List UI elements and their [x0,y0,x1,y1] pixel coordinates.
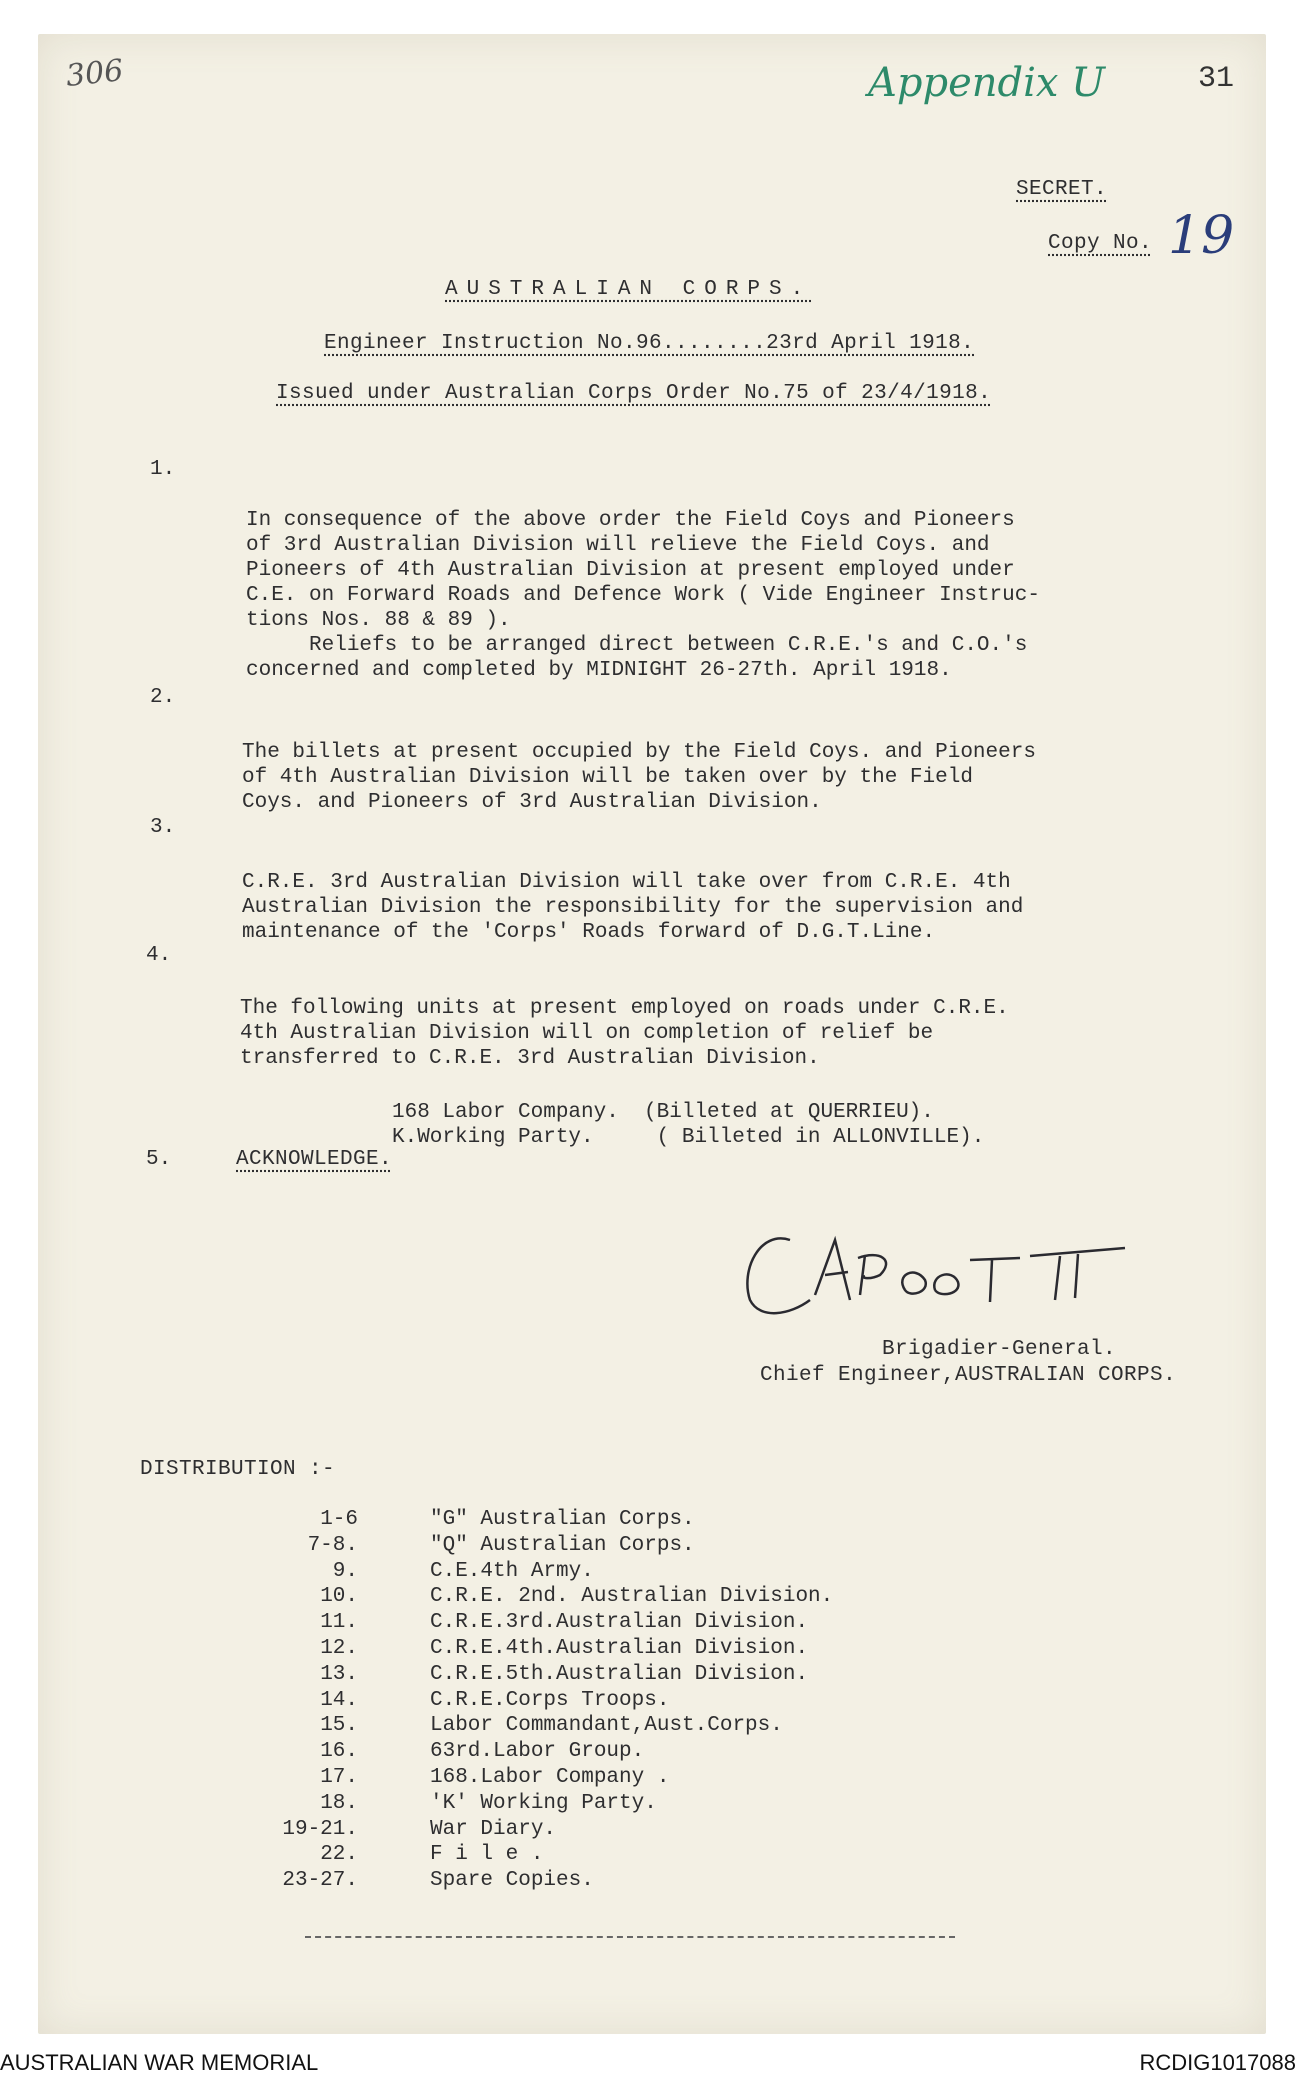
paragraph-number: 4. [146,944,172,967]
distribution-recipient: 'K' Working Party. [430,1792,657,1815]
distribution-recipient: F i l e . [430,1843,544,1866]
distribution-recipient: C.E.4th Army. [430,1560,594,1583]
distribution-number: 12. [320,1637,358,1660]
signature-title: Chief Engineer,AUSTRALIAN CORPS. [760,1364,1177,1387]
paragraph-number: 3. [150,816,176,839]
distribution-number: 17. [320,1766,358,1789]
distribution-number: 10. [320,1585,358,1608]
distribution-recipient: Spare Copies. [430,1869,594,1892]
acknowledge: ACKNOWLEDGE. [236,1148,393,1171]
paragraph-number: 1. [150,458,176,481]
corps-heading: AUSTRALIAN CORPS. [445,278,813,301]
paragraph-2: The billets at present occupied by the Field Coys. and Pioneers of 4th Australian Division will be taken over by the Field Coys. and Pioneers of 3rd Australian Division. [242,741,1036,814]
paragraph-4: The following units at present employed on roads under C.R.E. 4th Australian Division will on completion of relief be transferred to C.R.E. 3rd Australian Division. [240,997,1009,1070]
distribution-number: 7-8. [307,1534,358,1557]
bottom-rule [305,1936,955,1938]
distribution-recipient: C.R.E. 2nd. Australian Division. [430,1585,834,1608]
distribution-number: 18. [320,1792,358,1815]
copy-number: 19 [1168,206,1235,266]
distribution-recipient: C.R.E.4th.Australian Division. [430,1637,809,1660]
distribution-recipient: C.R.E.Corps Troops. [430,1689,670,1712]
paragraph-number: 5. [146,1148,172,1171]
distribution-recipient: C.R.E.5th.Australian Division. [430,1663,809,1686]
distribution-recipient: C.R.E.3rd.Australian Division. [430,1611,809,1634]
units-list: 168 Labor Company. (Billeted at QUERRIEU). K.Working Party. ( Billeted in ALLONVILLE). [392,1101,985,1149]
paragraph-number: 2. [150,686,176,709]
distribution-recipient: Labor Commandant,Aust.Corps. [430,1714,783,1737]
footer-left: AUSTRALIAN WAR MEMORIAL [0,2050,319,2075]
distribution-number: 1-6 [320,1508,358,1531]
distribution-number: 23-27. [282,1869,358,1892]
instruction-heading: Engineer Instruction No.96........23rd April 1918. [324,332,975,355]
distribution-recipient: 168.Labor Company . [430,1766,670,1789]
page-number: 31 [1198,62,1235,96]
distribution-recipient: War Diary. [430,1818,557,1841]
distribution-number: 22. [320,1843,358,1866]
distribution-number: 13. [320,1663,358,1686]
distribution-number: 14. [320,1689,358,1712]
distribution-number: 15. [320,1714,358,1737]
distribution-recipient: "G" Australian Corps. [430,1508,695,1531]
classification: SECRET. [1016,178,1108,201]
appendix-annotation: Appendix U [868,60,1105,106]
distribution-recipient: 63rd.Labor Group. [430,1740,645,1763]
distribution-number: 16. [320,1740,358,1763]
issued-heading: Issued under Australian Corps Order No.75 of 23/4/1918. [276,382,992,405]
distribution-number: 11. [320,1611,358,1634]
signature-name: CHFoott [730,1220,735,1221]
distribution-recipient: "Q" Australian Corps. [430,1534,695,1557]
distribution-number: 19-21. [282,1818,358,1841]
signature-rank: Brigadier-General. [882,1338,1117,1361]
folio-annotation: 306 [64,53,125,94]
paragraph-1: In consequence of the above order the Field Coys and Pioneers of 3rd Australian Division will relieve the Field Coys. and Pioneers of 4th Australian Division at present employed under C.E. on Forward Roads and Defence Work ( Vide Engineer Instruc- tions Nos. 88 & 89 ). Reliefs to be arranged direct between C.R.E.'s and C.O.'s concerned and completed by MIDNIGHT 26-27th. April 1918. [246,509,1040,682]
paragraph-3: C.R.E. 3rd Australian Division will take over from C.R.E. 4th Australian Division the responsibility for the supervision and maintenance of the 'Corps' Roads forward of D.G.T.Line. [242,871,1024,944]
copy-label: Copy No. [1048,232,1153,255]
signature [730,1220,1150,1330]
footer-right: RCDIG1017088 [1139,2050,1296,2075]
distribution-number: 9. [332,1560,358,1583]
distribution-heading: DISTRIBUTION :- [140,1458,336,1481]
